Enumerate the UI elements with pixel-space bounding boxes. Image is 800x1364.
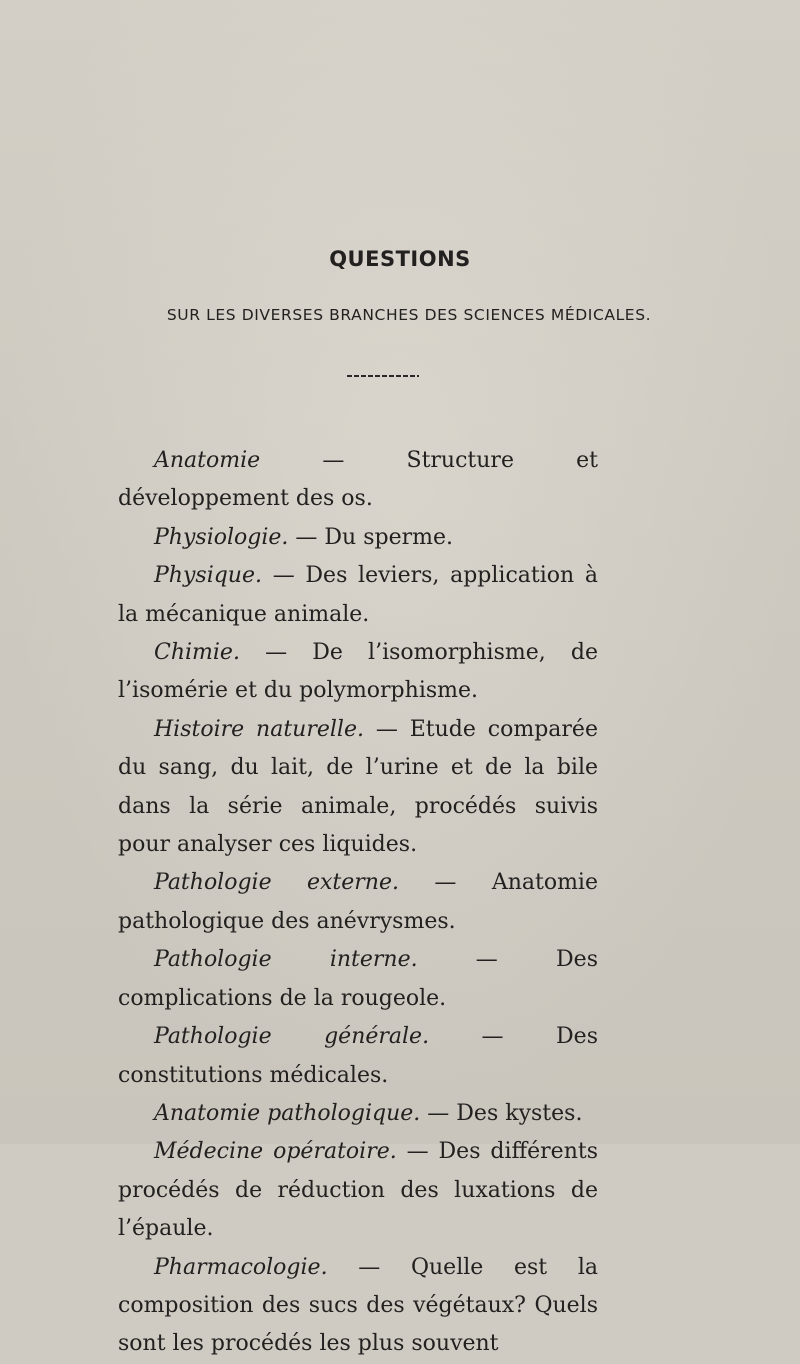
question-topic: Anatomie xyxy=(154,448,261,473)
question-separator: — xyxy=(396,1139,439,1165)
question-topic: Pathologie externe. xyxy=(154,870,399,896)
page-subtitle: SUR LES DIVERSES BRANCHES DES SCIENCES MÉDICALES. xyxy=(166,306,652,324)
questions-list xyxy=(118,442,598,1364)
decorative-rule xyxy=(347,374,419,378)
question-medecine-operatoire xyxy=(118,1133,598,1248)
question-separator: — xyxy=(429,1024,557,1050)
question-text: Des leviers, application à la mécanique animale. xyxy=(118,563,598,627)
question-physique xyxy=(118,557,598,634)
question-chimie xyxy=(118,634,598,711)
question-text: Des kystes. xyxy=(456,1100,583,1126)
question-separator: — xyxy=(363,716,410,742)
question-pathologie-generale xyxy=(118,1018,598,1095)
question-pathologie-interne xyxy=(118,941,598,1018)
question-text: Des différents procédés de réduction des luxations de l’épaule. xyxy=(118,1139,598,1242)
question-separator: — xyxy=(420,1100,457,1126)
question-text: Des constitutions médicales. xyxy=(118,1024,598,1088)
question-text: Du sperme. xyxy=(324,524,453,550)
question-topic: Anatomie pathologique. xyxy=(154,1100,421,1126)
question-topic: Pathologie générale. xyxy=(154,1024,430,1050)
question-text: Anatomie pathologique des anévrysmes. xyxy=(118,870,598,934)
question-separator: — xyxy=(399,870,492,896)
question-pharmacologie xyxy=(118,1249,598,1364)
question-separator: — xyxy=(262,563,306,589)
question-histoire-naturelle xyxy=(118,711,598,865)
question-anatomie xyxy=(118,442,598,519)
question-text: De l’isomorphisme, de l’isomérie et du polymorphisme. xyxy=(118,640,598,704)
question-topic: Médecine opératoire. xyxy=(154,1139,397,1165)
question-pathologie-externe xyxy=(118,864,598,941)
question-text: Des complications de la rougeole. xyxy=(118,947,598,1011)
question-text: Quelle est la composition des sucs des végétaux? Quels sont les procédés les plus souvent xyxy=(118,1254,598,1357)
question-anatomie-pathologique xyxy=(118,1095,598,1133)
question-physiologie xyxy=(118,519,598,557)
question-separator: — xyxy=(417,947,557,973)
question-topic: Physiologie. xyxy=(154,524,289,550)
page-title: QUESTIONS xyxy=(329,247,471,271)
question-separator: — xyxy=(260,448,407,473)
question-topic: Histoire naturelle. xyxy=(154,716,364,742)
question-topic: Pathologie interne. xyxy=(154,947,418,973)
question-text: Structure et développement des os. xyxy=(118,448,598,512)
question-text: Etude comparée du sang, du lait, de l’urine et de la bile dans la série animale, procédés suivis pour analyser ces liquides. xyxy=(118,716,598,858)
question-separator: — xyxy=(327,1254,411,1280)
question-topic: Chimie. xyxy=(154,640,240,666)
question-topic: Pharmacologie. xyxy=(154,1254,328,1280)
question-separator: — xyxy=(239,640,313,666)
question-topic: Physique. xyxy=(154,563,262,589)
question-separator: — xyxy=(288,524,325,550)
